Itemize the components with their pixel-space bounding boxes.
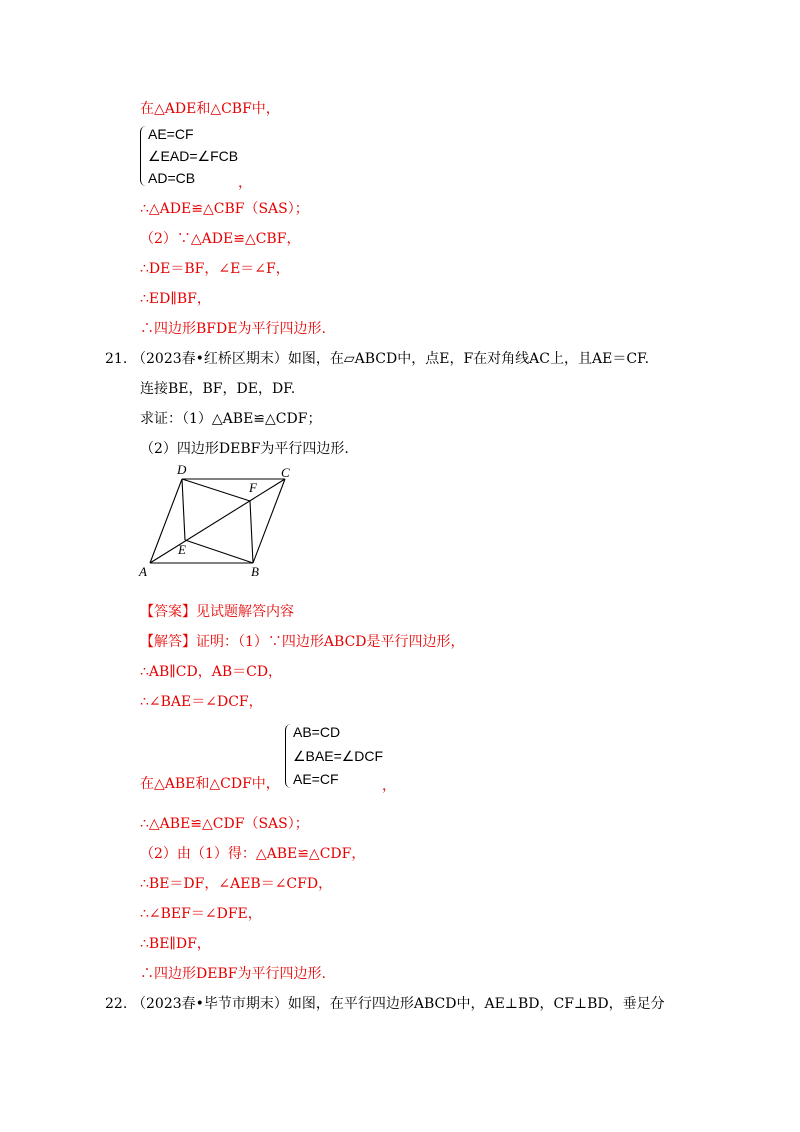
segment-BE (185, 540, 253, 563)
label-C: C (281, 465, 290, 480)
proof-line: ∴四边形BFDE为平行四边形. (140, 321, 326, 337)
system-comma: ， (382, 778, 396, 794)
brace (140, 126, 147, 186)
label-E: E (178, 542, 186, 557)
segment-DE (182, 479, 185, 540)
question-text: 连接BE，BF，DE，DF. (140, 381, 296, 397)
proof-line: ∴BE∥DF， (140, 936, 211, 952)
brace (285, 724, 292, 788)
proof-line: ∴ED∥BF， (140, 291, 211, 307)
proof-line: ∴BE＝DF，∠AEB＝∠CFD， (140, 876, 333, 892)
proof-line: ∴DE＝BF，∠E＝∠F， (140, 261, 290, 277)
segment-DF (182, 479, 250, 501)
proof-line: ∴AB∥CD，AB＝CD， (140, 664, 283, 680)
system-line: AE=CF (293, 771, 339, 787)
system-line: ∠BAE=∠DCF (293, 748, 384, 764)
parallelogram-figure (135, 460, 300, 580)
question-text: （2023春•红桥区期末）如图，在▱ABCD中，点E，F在对角线AC上，且AE＝CF. (132, 351, 650, 367)
system-comma: ， (238, 175, 252, 191)
label-A: A (139, 564, 147, 579)
question-text: （2）四边形DEBF为平行四边形. (140, 441, 349, 457)
label-F: F (249, 480, 257, 495)
proof-line: ∴四边形DEBF为平行四边形. (140, 966, 326, 982)
diagonal-AC (150, 479, 285, 563)
proof-line: ∴△ADE≌△CBF（SAS）； (140, 201, 309, 217)
label-B: B (251, 564, 259, 579)
label-D: D (177, 462, 187, 477)
triangle-compare-intro: 在△ABE和△CDF中， (140, 776, 280, 792)
question-number: 22. (105, 996, 128, 1012)
system-line: AE=CF (148, 126, 194, 142)
segment-BF (250, 501, 253, 563)
equation-system (140, 126, 280, 188)
question-text: 求证：（1）△ABE≌△CDF； (140, 411, 322, 427)
proof-line: ∴∠BEF＝∠DFE， (140, 906, 262, 922)
proof-line: ∴∠BAE＝∠DCF， (140, 694, 263, 710)
equation-system (285, 724, 425, 790)
proof-line: （2）由（1）得：△ABE≌△CDF， (140, 846, 366, 862)
proof-line: ∴△ABE≌△CDF（SAS）； (140, 816, 309, 832)
answer-line: 【答案】见试题解答内容 (140, 604, 294, 620)
segment-BC (253, 479, 285, 563)
question-number: 21. (105, 351, 128, 367)
triangle-compare-intro: 在△ADE和△CBF中， (140, 101, 280, 117)
solution-line: 【解答】证明：（1）∵四边形ABCD是平行四边形， (140, 634, 465, 650)
system-line: AD=CB (148, 170, 196, 186)
proof-line: （2）∵△ADE≌△CBF， (140, 231, 301, 247)
system-line: AB=CD (293, 724, 341, 740)
question-text: （2023春•毕节市期末）如图，在平行四边形ABCD中，AE⊥BD，CF⊥BD，垂足分 (132, 996, 665, 1012)
system-line: ∠EAD=∠FCB (148, 148, 239, 164)
